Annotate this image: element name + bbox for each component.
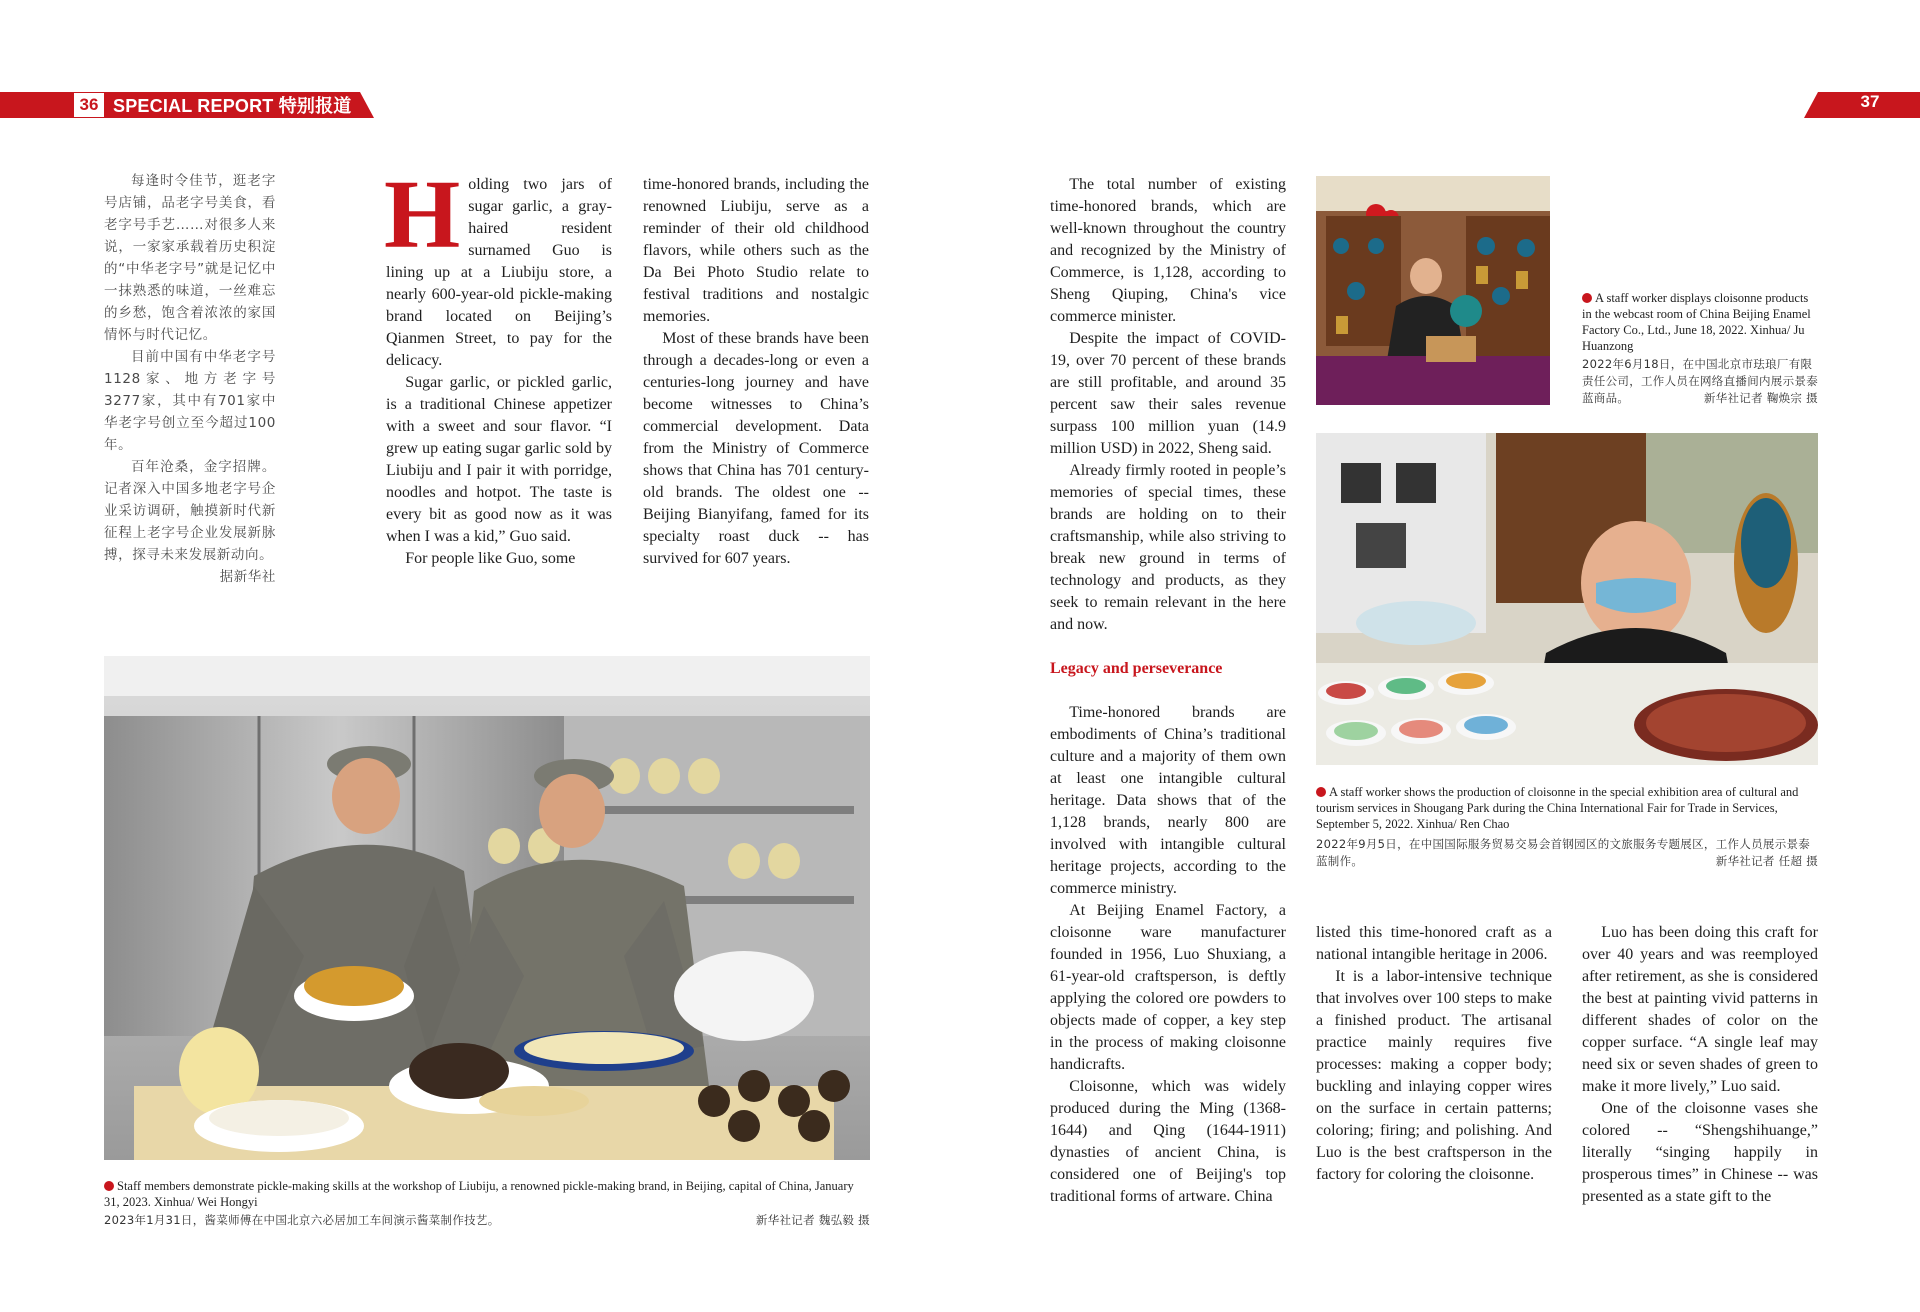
pickle-making-photo	[104, 656, 870, 1160]
article-paragraph: Cloisonne, which was widely produced during the Ming (1368-1644) and Qing (1644-1911) dynasties of ancient China, is considered one of Beijing's top traditional forms of artware. China	[1050, 1078, 1286, 1205]
article-paragraph: Luo has been doing this craft for over 40 years and was reemployed after retirement, as she is considered the best at painting vivid patterns in different shades of color on the copper surface. “A single leaf may need six or seven shades of green to make it more lively,” Luo said.	[1582, 924, 1818, 1095]
article-column-3	[1050, 174, 1286, 1208]
article-paragraph: The total number of existing time-honored brands, which are well-known throughout the country and recognized by the Ministry of Commerce, is 1,128, according to Sheng Qiuping, China's vice commerce minister.	[1050, 176, 1286, 325]
shop-photo-illustration	[1316, 176, 1550, 405]
caption-credit: 新华社记者 魏弘毅 摄	[755, 1213, 870, 1227]
article-column-5	[1582, 922, 1818, 1208]
cloisonne-craft-photo	[1316, 433, 1818, 765]
article-paragraph: For people like Guo, some	[405, 550, 576, 567]
article-paragraph: Sugar garlic, or pickled garlic, is a traditional Chinese appetizer with a sweet and sour flavor. “I grew up eating sugar garlic sold by Liubiju and I pair it with porridge, noodles and hotpot. The taste is every bit as good now as it was when I was a kid,” Guo said.	[386, 374, 612, 545]
chinese-intro	[104, 170, 276, 588]
article-paragraph: time-honored brands, including the renowned Liubiju, serve as a reminder of their old childhood flavors, while others such as the Da Bei Photo Studio relate to festival traditions and nostalgic memories.	[643, 176, 869, 325]
shop-photo-caption	[1582, 290, 1818, 354]
article-paragraph-text: olding two jars of sugar garlic, a gray-haired resident surnamed Guo is lining up at a Liubiju store, a nearly 600-year-old pickle-making brand located on Beijing’s Qianmen Street, to pay for the delicacy.	[386, 176, 612, 369]
article-paragraph: Already firmly rooted in people’s memories of special times, these brands are holding on to their craftsmanship, while also striving to break new ground in terms of technology and products, as they seek to remain relevant in the here and now.	[1050, 462, 1286, 633]
intro-source: 据新华社	[219, 569, 276, 585]
article-column-2	[643, 174, 869, 570]
caption-marker-icon	[1316, 787, 1326, 797]
article-paragraph: Most of these brands have been through a decades-long or even a centuries-long journey and have become witnesses to China’s commercial development. Data from the Ministry of Commerce shows that China has 701 century-old brands. The oldest one -- Beijing Bianyifang, famed for its specialty roast duck -- has survived for 607 years.	[643, 330, 869, 567]
caption-marker-icon	[1582, 293, 1592, 303]
intro-paragraph: 目前中国有中华老字号1128家、地方老字号3277家，其中有701家中华老字号创立至今超过100年。	[104, 349, 276, 453]
craft-caption-chinese	[1316, 836, 1818, 870]
intro-paragraph: 百年沧桑，金字招牌。记者深入中国多地老字号企业采访调研，触摸新时代新征程上老字号企业发展新脉搏，探寻未来发展新动向。	[104, 459, 276, 563]
section-title: SPECIAL REPORT 特别报道	[113, 96, 352, 116]
cloisonne-shop-photo	[1316, 176, 1550, 405]
article-column-1	[384, 161, 612, 570]
caption-credit: 新华社记者 任超 摄	[1715, 854, 1818, 868]
pickle-photo-caption	[104, 1178, 870, 1210]
craft-photo-caption	[1316, 784, 1818, 832]
subheading: Legacy and perseverance	[1050, 660, 1223, 677]
drop-cap: H	[384, 161, 461, 269]
caption-chinese-text: 2023年1月31日，酱菜师傅在中国北京六必居加工车间演示酱菜制作技艺。	[104, 1213, 500, 1227]
craft-photo-illustration	[1316, 433, 1818, 765]
article-paragraph: Despite the impact of COVID-19, over 70 percent of these brands are still profitable, and around 35 percent saw their sales revenue surpass 100 million yuan (14.9 million USD) in 2022, Sheng said.	[1050, 330, 1286, 457]
intro-paragraph: 每逢时令佳节，逛老字号店铺，品老字号美食，看老字号手艺……对很多人来说，一家家承载着历史积淀的“中华老字号”就是记忆中一抹熟悉的味道，一丝难忘的乡愁，饱含着浓浓的家国情怀与时代记忆。	[104, 173, 276, 343]
article-paragraph: One of the cloisonne vases she colored -- “Shengshihuange,” literally “singing happily in prosperous times” in Chinese -- was presented as a state gift to the	[1582, 1100, 1818, 1205]
article-paragraph: At Beijing Enamel Factory, a cloisonne ware manufacturer founded in 1956, Luo Shuxiang, a 61-year-old craftsperson, is deftly applying the colored ore powders to objects made of copper, a key step in the process of making cloisonne handicrafts.	[1050, 902, 1286, 1073]
article-paragraph: It is a labor-intensive technique that involves over 100 steps to make a finished product. The artisanal practice mainly requires five processes: making a copper body; buckling and inlaying copper wires on the surface in certain patterns; coloring; firing; and polishing. And Luo is the best craftsperson in the factory for coloring the cloisonne.	[1316, 968, 1552, 1183]
caption-credit: 新华社记者 鞠焕宗 摄	[1703, 391, 1818, 405]
page-number-left: 36	[74, 93, 104, 117]
article-paragraph	[384, 161, 612, 372]
article-column-4	[1316, 922, 1552, 1186]
caption-chinese-text: 2022年6月18日，在中国北京市珐琅厂有限责任公司，工作人员在网络直播间内展示景泰蓝商品。	[1582, 357, 1818, 405]
caption-chinese-text: 2022年9月5日，在中国国际服务贸易交易会首钢园区的文旅服务专题展区，工作人员展示景泰蓝制作。	[1316, 837, 1811, 868]
page-number-right: 37	[1860, 92, 1880, 111]
caption-english: A staff worker shows the production of cloisonne in the special exhibition area of cultural and tourism services in Shougang Park during the China International Fair for Trade in Services, September 5, 2022. Xinhua/ Ren Chao	[1316, 785, 1799, 831]
shop-caption-chinese	[1582, 356, 1818, 407]
article-paragraph: listed this time-honored craft as a national intangible heritage in 2006.	[1316, 924, 1552, 963]
caption-english: A staff worker displays cloisonne products in the webcast room of China Beijing Enamel Factory Co., Ltd., June 18, 2022. Xinhua/ Ju Huanzong	[1582, 291, 1811, 353]
article-paragraph: Time-honored brands are embodiments of China’s traditional culture and a majority of them own at least one intangible cultural heritage. Data shows that of the 1,128 brands, nearly 800 are involved with intangible cultural heritage projects, according to the commerce ministry.	[1050, 704, 1286, 897]
caption-english: Staff members demonstrate pickle-making skills at the workshop of Liubiju, a renowned pickle-making brand, in Beijing, capital of China, January 31, 2023. Xinhua/ Wei Hongyi	[104, 1179, 854, 1209]
caption-marker-icon	[104, 1181, 114, 1191]
pickle-caption-chinese	[104, 1212, 870, 1229]
pickle-photo-illustration	[104, 656, 870, 1160]
